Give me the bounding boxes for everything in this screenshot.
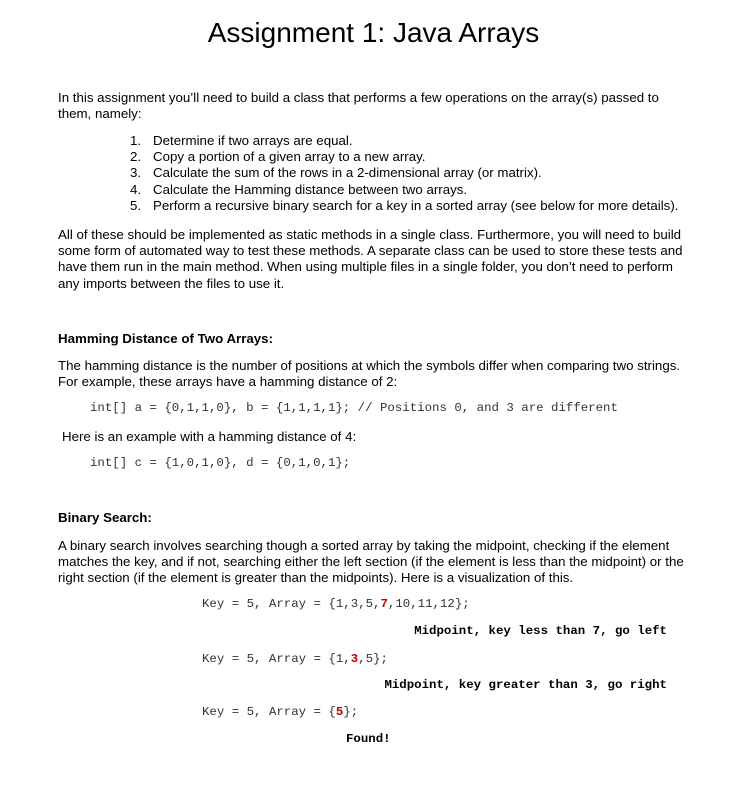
binary-note-1: Midpoint, key less than 7, go left bbox=[414, 624, 667, 638]
list-item-text: Calculate the sum of the rows in a 2-dimensional array (or matrix). bbox=[153, 165, 542, 181]
binary-search-description: A binary search involves searching though a sorted array by taking the midpoint, checking if the element matches the key, and if not, searching either the left section (if the element is less than the midpoint) or the right section (if the element is greater than the midpoints). Here is a visualization of this. bbox=[58, 538, 684, 586]
midpoint-value: 7 bbox=[380, 597, 388, 611]
binary-found-note: Found! bbox=[346, 732, 391, 746]
code-text: ,5}; bbox=[358, 652, 388, 666]
midpoint-value: 5 bbox=[335, 705, 344, 719]
code-text: }; bbox=[343, 705, 359, 719]
code-text: Key = 5, Array = {1, bbox=[202, 652, 351, 666]
binary-step-2 bbox=[202, 652, 388, 667]
binary-note-2: Midpoint, key greater than 3, go right bbox=[384, 678, 667, 692]
hamming-code-example-1: int[] a = {0,1,1,0}, b = {1,1,1,1}; // Positions 0, and 3 are different bbox=[90, 401, 618, 415]
list-number: 1. bbox=[130, 133, 142, 148]
list-item bbox=[130, 165, 710, 181]
intro-paragraph: In this assignment you’ll need to build a class that performs a few operations on the array(s) passed to them, namely: bbox=[58, 90, 659, 122]
hamming-example-text: Here is an example with a hamming distance of 4: bbox=[62, 429, 357, 444]
list-item bbox=[130, 182, 710, 198]
hamming-heading: Hamming Distance of Two Arrays: bbox=[58, 331, 274, 346]
code-text: Key = 5, Array = {1,3,5, bbox=[202, 597, 381, 611]
midpoint-value: 3 bbox=[350, 652, 359, 666]
list-item-text: Copy a portion of a given array to a new array. bbox=[153, 149, 426, 165]
hamming-code-example-2: int[] c = {1,0,1,0}, d = {0,1,0,1}; bbox=[90, 456, 351, 470]
list-item bbox=[130, 133, 710, 149]
binary-step-1 bbox=[202, 597, 470, 612]
list-item-text: Perform a recursive binary search for a key in a sorted array (see below for more details). bbox=[153, 197, 679, 213]
list-number: 3. bbox=[130, 165, 142, 181]
static-methods-paragraph: All of these should be implemented as static methods in a single class. Furthermore, you will need to build some form of automated way to test these methods. A separate class can be used to store these tests and have them run in the main method. When using multiple files in a single folder, you don’t need to perform any imports between the files to use it. bbox=[58, 227, 683, 291]
list-item bbox=[130, 149, 710, 165]
list-item-text: Calculate the Hamming distance between two arrays. bbox=[153, 181, 468, 197]
list-item bbox=[130, 198, 710, 214]
list-number: 4. bbox=[130, 181, 142, 197]
document-title: Assignment 1: Java Arrays bbox=[207, 17, 540, 48]
list-item-text: Determine if two arrays are equal. bbox=[153, 133, 353, 148]
binary-step-3 bbox=[202, 705, 358, 720]
binary-search-heading: Binary Search: bbox=[58, 510, 152, 525]
task-list bbox=[130, 133, 710, 214]
code-text: ,10,11,12}; bbox=[387, 597, 470, 611]
code-text: Key = 5, Array = { bbox=[202, 705, 336, 719]
list-number: 2. bbox=[130, 149, 142, 165]
list-number: 5. bbox=[130, 197, 142, 213]
hamming-description: The hamming distance is the number of positions at which the symbols differ when comparing two strings. For example, these arrays have a hamming distance of 2: bbox=[58, 358, 681, 390]
